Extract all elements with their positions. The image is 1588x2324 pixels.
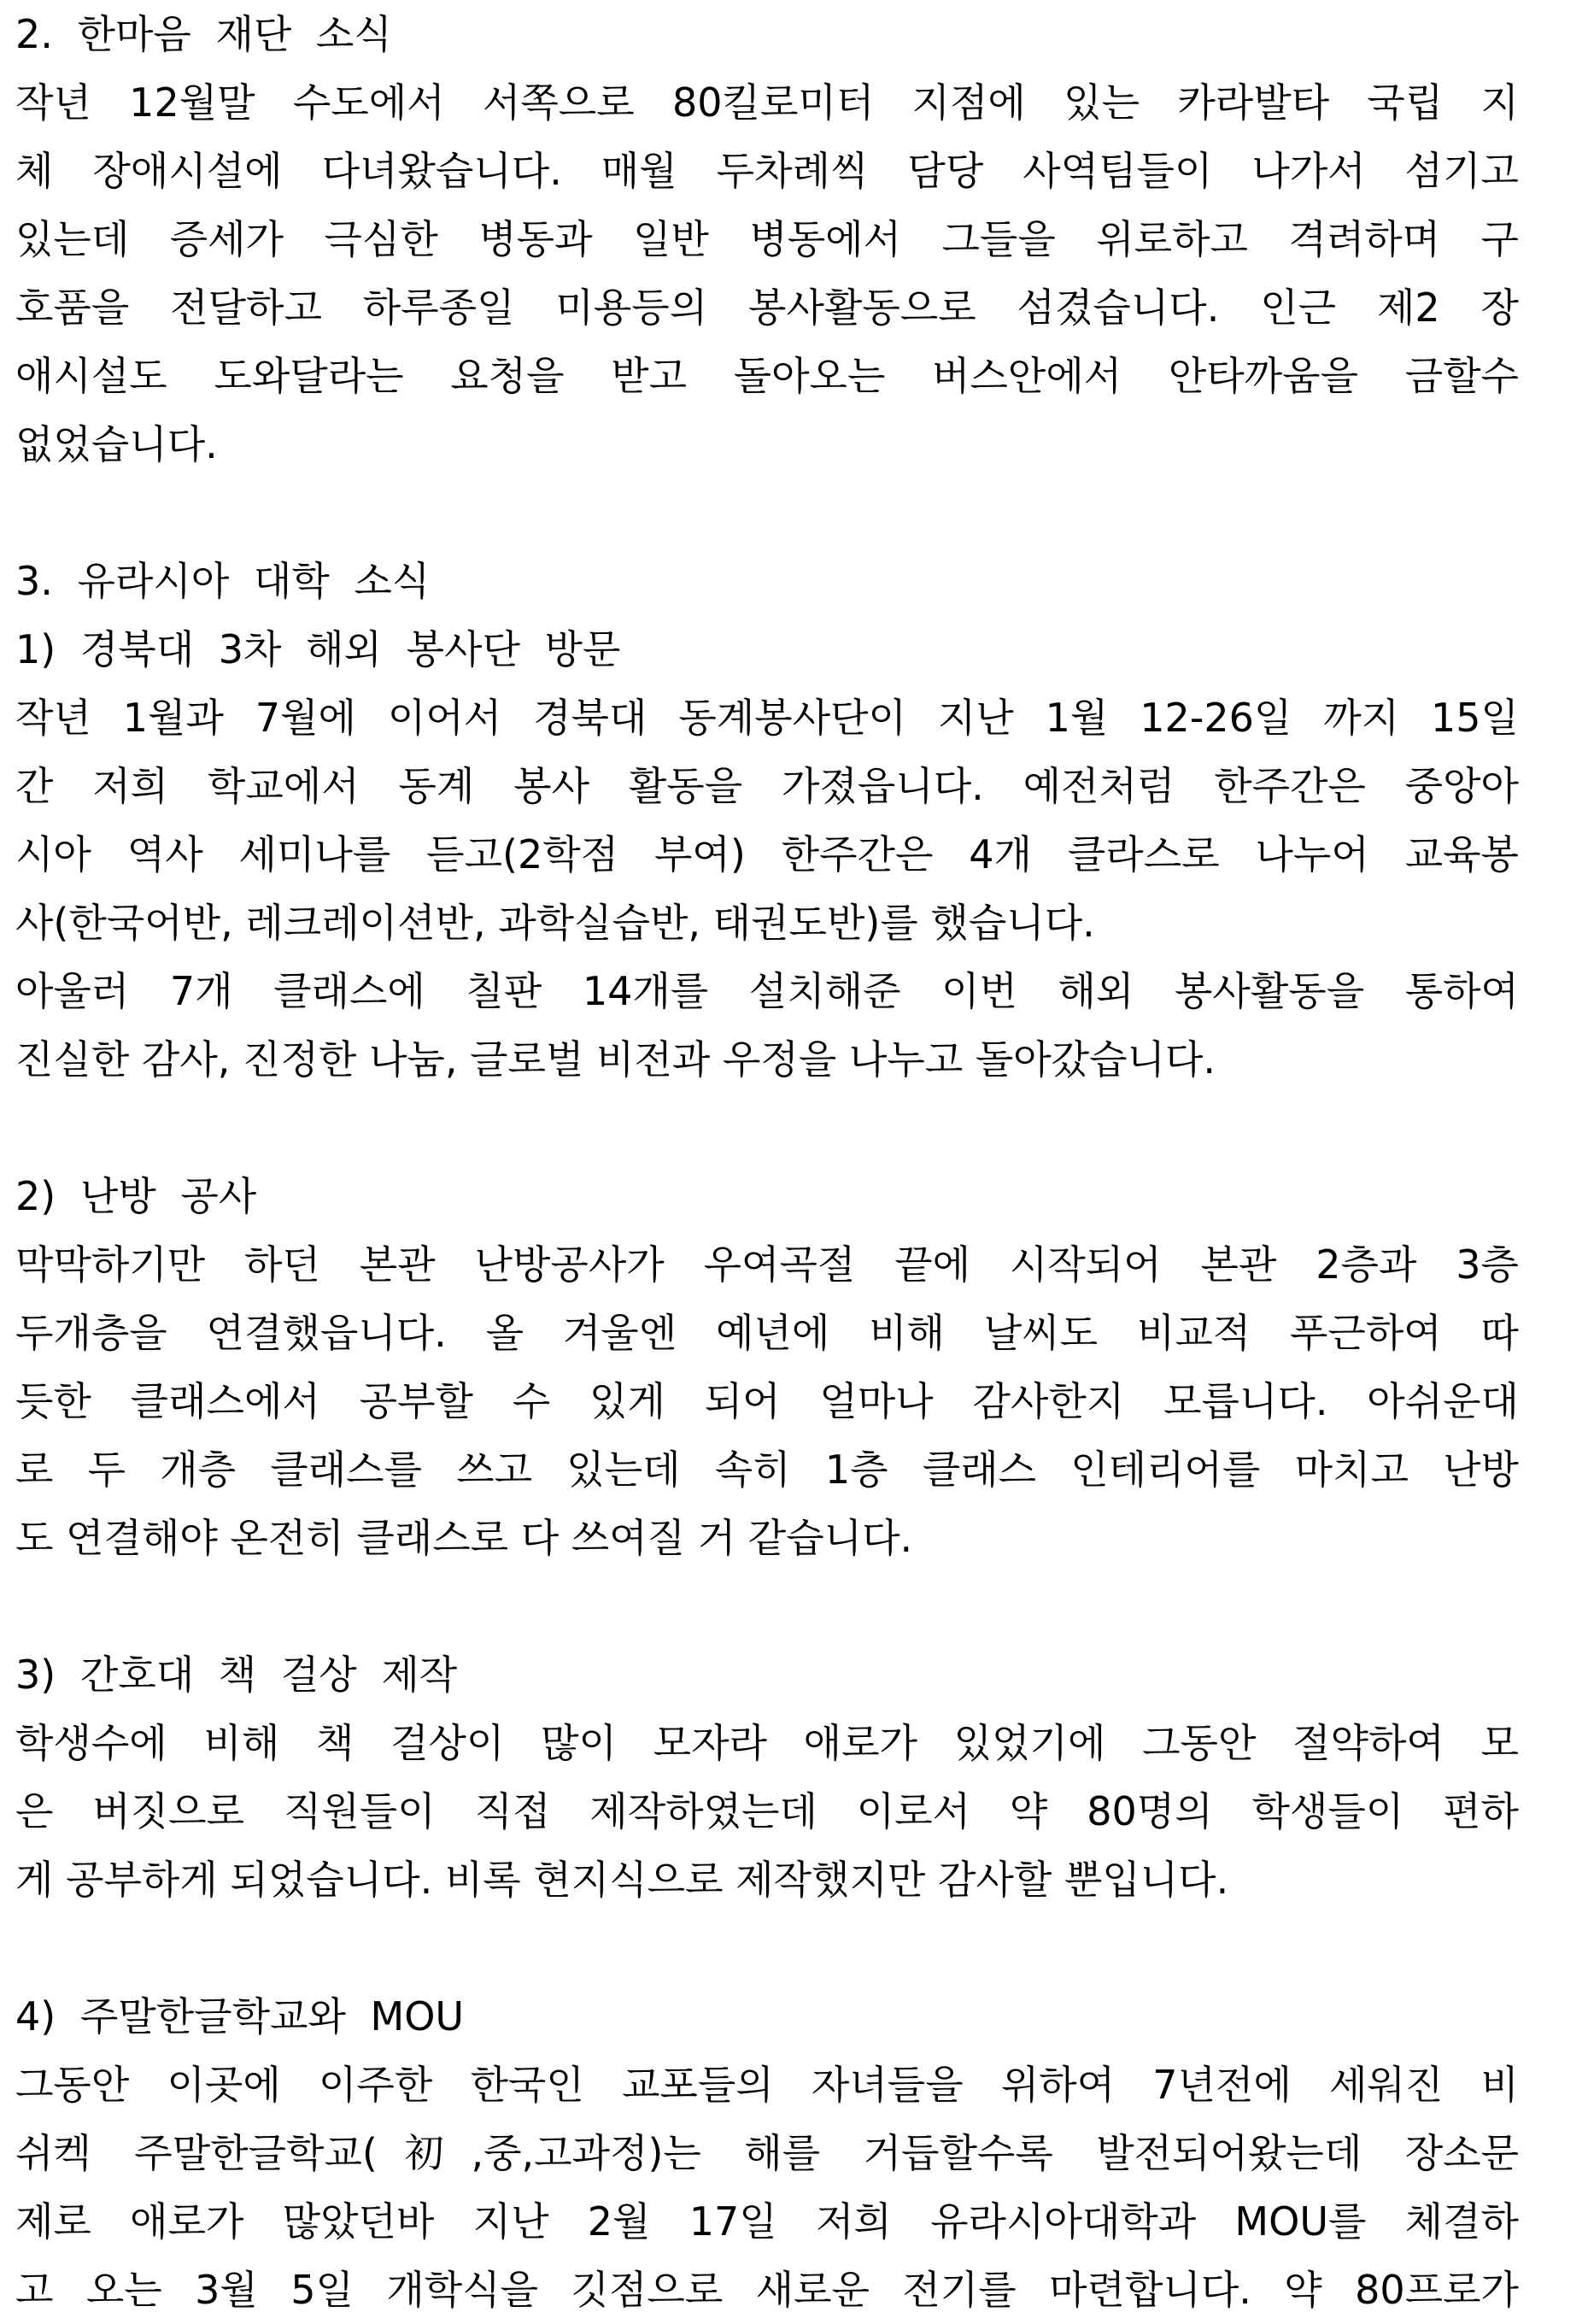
paragraph-line: 학생수에 비해 책 걸상이 많이 모자라 애로가 있었기에 그동안 절약하여 모	[15, 1720, 1519, 1766]
paragraph-line: 아울러 7개 클래스에 칠판 14개를 설치해준 이번 해외 봉사활동을 통하여	[15, 968, 1519, 1014]
section-heading-hanmaeum: 2. 한마음 재단 소식	[15, 11, 392, 57]
paragraph-line: 호품을 전달하고 하루종일 미용등의 봉사활동으로 섬겼습니다. 인근 제2 장	[15, 285, 1519, 331]
paragraph-line: 시아 역사 세미나를 듣고(2학점 부여) 한주간은 4개 클라스로 나누어 교육봉	[15, 831, 1519, 877]
paragraph-line: 막막하기만 하던 본관 난방공사가 우여곡절 끝에 시작되어 본관 2층과 3층	[15, 1241, 1519, 1288]
paragraph-line: 그동안 이곳에 이주한 한국인 교포들의 자녀들을 위하여 7년전에 세워진 비	[15, 2062, 1519, 2108]
paragraph-line: 은 버짓으로 직원들이 직접 제작하였는데 이로서 약 80명의 학생들이 편하	[15, 1788, 1519, 1834]
paragraph-line-last: 없었습니다.	[15, 421, 218, 467]
paragraph-line-last: 게 공부하게 되었습니다. 비록 현지식으로 제작했지만 감사할 뿐입니다.	[15, 1857, 1229, 1903]
paragraph-line: 두개층을 연결했읍니다. 올 겨울엔 예년에 비해 날씨도 비교적 푸근하여 따	[15, 1310, 1519, 1356]
paragraph-line: 로 두 개층 클래스를 쓰고 있는데 속히 1층 클래스 인테리어를 마치고 난방	[15, 1447, 1519, 1493]
paragraph-spacer	[15, 1914, 1519, 1982]
paragraph-line: 작년 12월말 수도에서 서쪽으로 80킬로미터 지점에 있는 카라발타 국립 지	[15, 79, 1519, 126]
paragraph-line: 듯한 클래스에서 공부할 수 있게 되어 얼마나 감사한지 모릅니다. 아쉬운대	[15, 1378, 1519, 1424]
paragraph-line: 애시설도 도와달라는 요청을 받고 돌아오는 버스안에서 안타까움을 금할수	[15, 353, 1519, 399]
paragraph-line: 간 저희 학교에서 동계 봉사 활동을 가졌읍니다. 예전처럼 한주간은 중앙아	[15, 763, 1519, 809]
paragraph-line-last: 도 연결해야 온전히 클래스로 다 쓰여질 거 같습니다.	[15, 1515, 913, 1561]
subsection-heading-heating: 2) 난방 공사	[15, 1173, 257, 1219]
paragraph-line-last: 진실한 감사, 진정한 나눔, 글로벌 비전과 우정을 나누고 돌아갔습니다.	[15, 1036, 1216, 1083]
document-page	[15, 0, 1519, 2324]
paragraph-spacer	[15, 1572, 1519, 1640]
paragraph-line-last: 사(한국어반, 레크레이션반, 과학실습반, 태권도반)를 했습니다.	[15, 900, 1095, 946]
subsection-heading-volunteers: 1) 경북대 3차 해외 봉사단 방문	[15, 626, 621, 672]
paragraph-line: 작년 1월과 7월에 이어서 경북대 동계봉사단이 지난 1월 12-26일 까지 15일	[15, 695, 1519, 741]
paragraph-spacer	[15, 478, 1519, 547]
paragraph-spacer	[15, 1094, 1519, 1162]
subsection-heading-mou: 4) 주말한글학교와 MOU	[15, 1993, 465, 2039]
subsection-heading-desks: 3) 간호대 책 걸상 제작	[15, 1652, 458, 1698]
paragraph-line: 쉬켁 주말한글학교(初,중,고과정)는 해를 거듭할수록 발전되어왔는데 장소문	[15, 2130, 1519, 2176]
paragraph-line: 제로 애로가 많았던바 지난 2월 17일 저희 유라시아대학과 MOU를 체결하	[15, 2198, 1519, 2245]
section-heading-eurasia: 3. 유라시아 대학 소식	[15, 558, 431, 604]
paragraph-line: 체 장애시설에 다녀왔습니다. 매월 두차례씩 담당 사역팀들이 나가서 섬기고	[15, 148, 1519, 194]
paragraph-line: 고 오는 3월 5일 개학식을 깃점으로 새로운 전기를 마련합니다. 약 80프로가	[15, 2267, 1519, 2313]
paragraph-line: 있는데 증세가 극심한 병동과 일반 병동에서 그들을 위로하고 격려하며 구	[15, 216, 1519, 262]
